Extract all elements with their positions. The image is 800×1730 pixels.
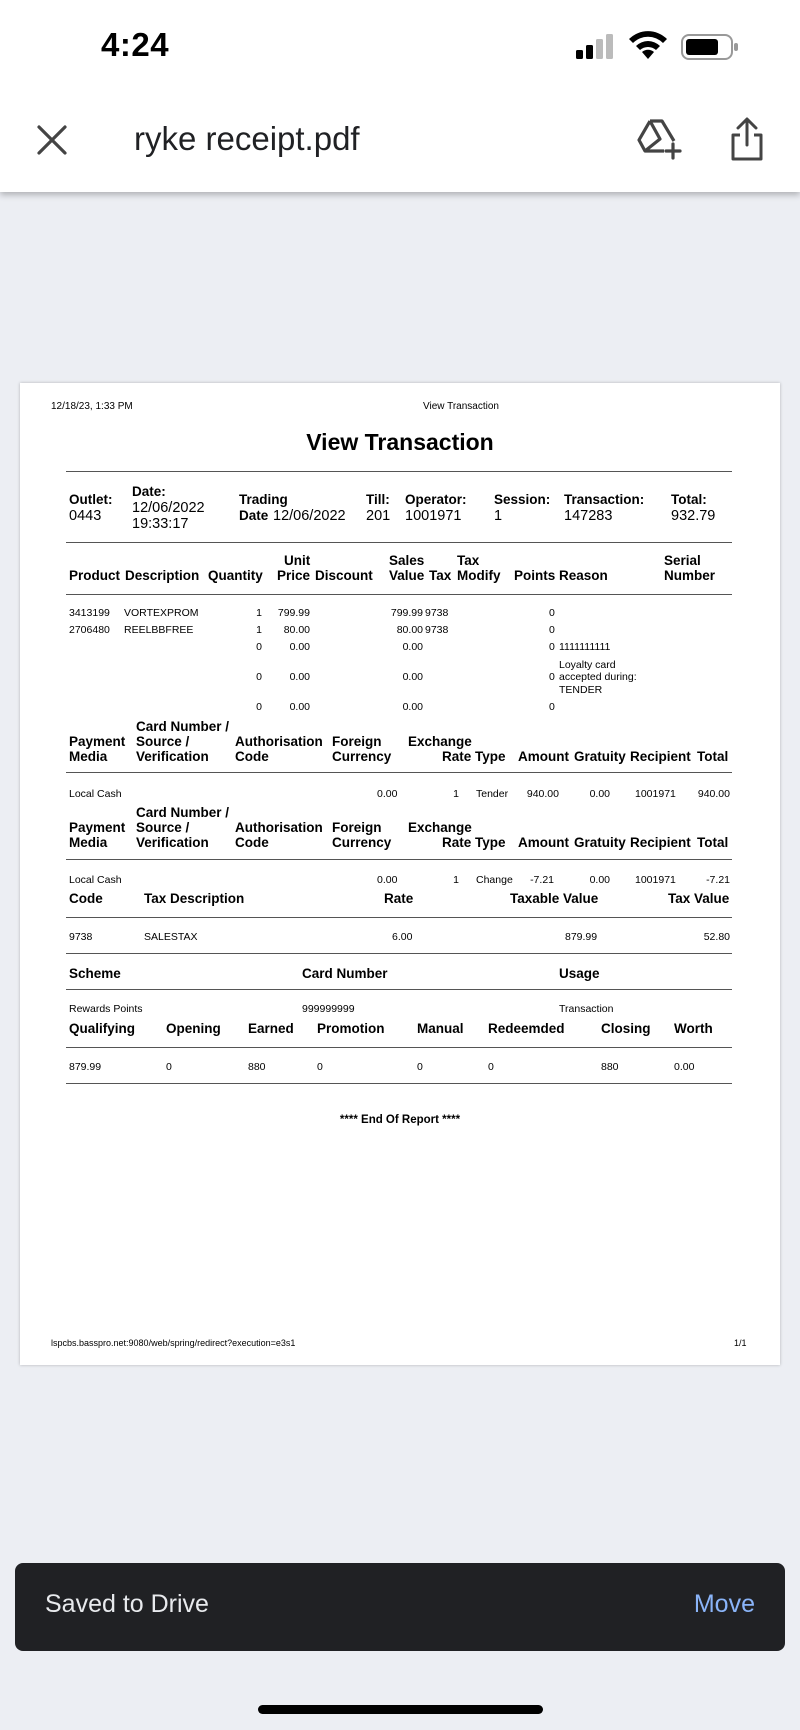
session-value: 1 [494, 508, 503, 524]
product-code: 2706480 [69, 624, 110, 636]
date-value: 12/06/2022 [132, 500, 205, 516]
product-points: 0 [549, 641, 555, 653]
divider [66, 542, 732, 543]
date-label: Date: [132, 484, 166, 499]
header-tax-code: Code [69, 891, 103, 906]
battery-icon [681, 33, 741, 61]
header-source: Source / [136, 820, 190, 835]
document-title: ryke receipt.pdf [134, 120, 360, 157]
product-price: 799.99 [277, 607, 310, 619]
header-amount: Amount [518, 835, 569, 850]
scheme-card: 999999999 [302, 1003, 355, 1015]
header-taxable-value: Taxable Value [510, 891, 599, 906]
header-exchange: Exchange [408, 820, 472, 835]
product-value: 0.00 [402, 671, 423, 683]
header-code: Code [235, 749, 269, 764]
tax-value: 52.80 [703, 931, 730, 943]
header-discount: Discount [315, 568, 373, 583]
header-earned: Earned [248, 1021, 294, 1036]
payment-media: Local Cash [69, 874, 122, 886]
header-modify: Modify [457, 568, 501, 583]
header-usage: Usage [559, 966, 600, 981]
header-worth: Worth [674, 1021, 713, 1036]
divider [66, 989, 732, 990]
product-price: 0.00 [289, 641, 310, 653]
product-quantity: 0 [256, 641, 262, 653]
points-closing: 880 [601, 1061, 619, 1073]
product-points: 0 [549, 624, 555, 636]
taxable-value: 879.99 [565, 931, 598, 943]
payment-rate: 1 [453, 874, 459, 886]
divider [66, 772, 732, 773]
till-label: Till: [366, 492, 390, 507]
points-manual: 0 [417, 1061, 423, 1073]
points-qualifying: 879.99 [69, 1061, 102, 1073]
points-opening: 0 [166, 1061, 172, 1073]
transaction-label: Transaction: [564, 492, 645, 507]
header-promotion: Promotion [317, 1021, 385, 1036]
pdf-page[interactable] [20, 383, 780, 1365]
header-rate: Rate [442, 749, 472, 764]
divider [66, 953, 732, 954]
header-recipient: Recipient [630, 749, 691, 764]
header-quantity: Quantity [208, 568, 263, 583]
payment-recipient: 1001971 [635, 788, 676, 800]
product-value: 80.00 [396, 624, 423, 636]
header-total: Total [697, 835, 729, 850]
header-rate: Rate [442, 835, 472, 850]
header-number: Number [664, 568, 716, 583]
report-title: View Transaction [306, 429, 494, 455]
close-icon[interactable] [36, 124, 68, 156]
header-value: Value [389, 568, 425, 583]
header-exchange: Exchange [408, 734, 472, 749]
payment-type: Change [476, 874, 513, 886]
product-reason: 1111111111 [559, 641, 611, 653]
header-type: Type [475, 835, 506, 850]
header-foreign: Foreign [332, 734, 382, 749]
product-tax: 9738 [425, 624, 449, 636]
header-tax-value: Tax Value [668, 891, 730, 906]
print-title: View Transaction [423, 401, 499, 412]
total-value: 932.79 [671, 508, 716, 524]
payment-amount: 940.00 [526, 788, 559, 800]
header-amount: Amount [518, 749, 569, 764]
header-serial: Serial [664, 553, 701, 568]
header-verification: Verification [136, 749, 209, 764]
product-reason-line: TENDER [559, 684, 603, 696]
header-currency: Currency [332, 749, 392, 764]
payment-gratuity: 0.00 [589, 788, 610, 800]
trading-date-label: Date [239, 508, 269, 523]
share-icon[interactable] [729, 117, 765, 163]
header-recipient: Recipient [630, 835, 691, 850]
header-card: Card Number [302, 966, 388, 981]
header-price: Price [277, 568, 311, 583]
product-quantity: 1 [256, 624, 262, 636]
header-media: Media [69, 749, 108, 764]
operator-value: 1001971 [405, 508, 462, 524]
points-worth: 0.00 [674, 1061, 695, 1073]
header-redeemed: Redeemded [488, 1021, 565, 1036]
divider [66, 917, 732, 918]
divider [66, 1047, 732, 1048]
header-sales: Sales [389, 553, 425, 568]
header-opening: Opening [166, 1021, 221, 1036]
cellular-signal-icon [576, 34, 616, 60]
header-code: Code [235, 835, 269, 850]
header-payment: Payment [69, 820, 126, 835]
product-value: 0.00 [402, 641, 423, 653]
product-description: VORTEXPROM [124, 607, 199, 619]
product-value: 799.99 [390, 607, 423, 619]
home-indicator[interactable] [258, 1705, 543, 1714]
header-card-number: Card Number / [136, 805, 230, 820]
scheme-name: Rewards Points [69, 1003, 143, 1015]
header-authorisation: Authorisation [235, 734, 323, 749]
header-scheme: Scheme [69, 966, 121, 981]
wifi-icon [628, 30, 668, 60]
payment-gratuity: 0.00 [589, 874, 610, 886]
points-promotion: 0 [317, 1061, 323, 1073]
header-gratuity: Gratuity [574, 835, 626, 850]
payment-foreign-value: 0.00 [377, 788, 398, 800]
trading-label: Trading [239, 492, 288, 507]
top-app-bar [0, 0, 800, 192]
product-code: 3413199 [69, 607, 110, 619]
tax-code: 9738 [69, 931, 93, 943]
divider [66, 471, 732, 472]
header-qualifying: Qualifying [69, 1021, 136, 1036]
time-value: 19:33:17 [132, 516, 189, 532]
product-quantity: 1 [256, 607, 262, 619]
header-reason: Reason [559, 568, 608, 583]
tax-description: SALESTAX [144, 931, 198, 943]
print-date: 12/18/23, 1:33 PM [51, 401, 133, 412]
product-description: REELBBFREE [124, 624, 194, 636]
header-currency: Currency [332, 835, 392, 850]
payment-media: Local Cash [69, 788, 122, 800]
status-time: 4:24 [101, 26, 170, 63]
header-tax: Tax [429, 568, 452, 583]
header-payment: Payment [69, 734, 126, 749]
product-points: 0 [549, 607, 555, 619]
till-value: 201 [366, 508, 391, 524]
add-to-drive-icon[interactable] [636, 118, 682, 160]
payment-total: 940.00 [697, 788, 730, 800]
product-reason-line: Loyalty card [559, 659, 616, 671]
header-authorisation: Authorisation [235, 820, 323, 835]
payment-type: Tender [476, 788, 509, 800]
header-tax-description: Tax Description [144, 891, 245, 906]
header-tax-modify-top: Tax [457, 553, 480, 568]
header-total: Total [697, 749, 729, 764]
header-tax-rate: Rate [384, 891, 414, 906]
snackbar-message: Saved to Drive [45, 1590, 209, 1618]
product-price: 0.00 [289, 701, 310, 713]
header-description: Description [125, 568, 200, 583]
payment-recipient: 1001971 [635, 874, 676, 886]
snackbar [15, 1563, 785, 1651]
transaction-value: 147283 [564, 508, 613, 524]
scheme-usage: Transaction [559, 1003, 614, 1015]
divider [66, 594, 732, 595]
header-closing: Closing [601, 1021, 651, 1036]
payment-rate: 1 [453, 788, 459, 800]
page-number: 1/1 [734, 1338, 747, 1348]
header-type: Type [475, 749, 506, 764]
header-product: Product [69, 568, 121, 583]
product-points: 0 [549, 671, 555, 683]
product-tax: 9738 [425, 607, 449, 619]
product-quantity: 0 [256, 671, 262, 683]
header-unit: Unit [284, 553, 311, 568]
header-verification: Verification [136, 835, 209, 850]
payment-amount: -7.21 [530, 874, 554, 886]
header-points: Points [514, 568, 556, 583]
move-button[interactable]: Move [693, 1590, 755, 1618]
outlet-label: Outlet: [69, 492, 113, 507]
points-redeemed: 0 [488, 1061, 494, 1073]
header-manual: Manual [417, 1021, 464, 1036]
footer-url: lspcbs.basspro.net:9080/web/spring/redirect?execution=e3s1 [51, 1338, 296, 1348]
session-label: Session: [494, 492, 551, 507]
product-value: 0.00 [402, 701, 423, 713]
product-quantity: 0 [256, 701, 262, 713]
total-label: Total: [671, 492, 707, 507]
product-price: 0.00 [289, 671, 310, 683]
trading-date-value: 12/06/2022 [273, 508, 346, 524]
operator-label: Operator: [405, 492, 467, 507]
header-source: Source / [136, 734, 190, 749]
tax-rate: 6.00 [392, 931, 413, 943]
divider [66, 1083, 732, 1084]
end-of-report: **** End Of Report **** [339, 1114, 461, 1126]
header-foreign: Foreign [332, 820, 382, 835]
header-card-number: Card Number / [136, 719, 230, 734]
product-points: 0 [549, 701, 555, 713]
divider [66, 859, 732, 860]
points-earned: 880 [248, 1061, 266, 1073]
payment-total: -7.21 [706, 874, 730, 886]
payment-foreign-value: 0.00 [377, 874, 398, 886]
product-price: 80.00 [283, 624, 310, 636]
header-gratuity: Gratuity [574, 749, 626, 764]
outlet-value: 0443 [69, 508, 102, 524]
product-reason-line: accepted during: [559, 671, 637, 683]
header-media: Media [69, 835, 108, 850]
